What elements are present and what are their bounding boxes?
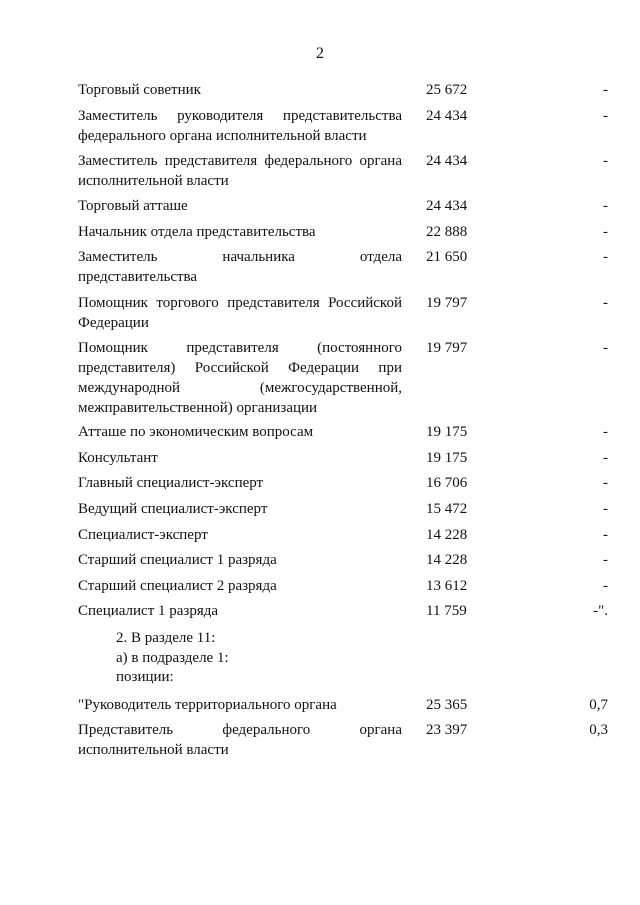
positions-label: позиции: xyxy=(116,669,174,685)
position-title: Представитель федерального органа исполнительной власти xyxy=(78,722,402,758)
section-heading: 2. В разделе 11: xyxy=(116,630,216,646)
extra-value: - xyxy=(603,527,608,543)
salary-value: 24 434 xyxy=(426,198,468,214)
position-title: Помощник представителя (постоянного представителя) Российской Федерации при международной (межгосударственной, межправительственной) организации xyxy=(78,340,402,416)
salary-value: 19 797 xyxy=(426,295,468,311)
salary-value: 25 672 xyxy=(426,82,468,98)
salary-value: 11 759 xyxy=(426,603,467,619)
salary-value: 19 175 xyxy=(426,450,468,466)
page-number: 2 xyxy=(316,45,324,62)
position-title: Старший специалист 2 разряда xyxy=(78,578,277,594)
salary-value: 23 397 xyxy=(426,722,468,738)
extra-value: - xyxy=(603,450,608,466)
extra-value: - xyxy=(603,249,608,265)
salary-value: 24 434 xyxy=(426,153,468,169)
extra-value: -". xyxy=(593,603,608,619)
salary-value: 19 797 xyxy=(426,340,468,356)
position-title: Заместитель начальника отдела представительства xyxy=(78,249,402,285)
position-title: Начальник отдела представительства xyxy=(78,224,316,240)
salary-value: 15 472 xyxy=(426,501,468,517)
extra-value: - xyxy=(603,108,608,124)
extra-value: - xyxy=(603,578,608,594)
extra-value: - xyxy=(603,424,608,440)
coefficient-value: 0,7 xyxy=(589,697,608,713)
position-title: Торговый советник xyxy=(78,82,201,98)
extra-value: - xyxy=(603,153,608,169)
salary-value: 14 228 xyxy=(426,527,468,543)
salary-value: 21 650 xyxy=(426,249,468,265)
position-title: Заместитель руководителя представительства федерального органа исполнительной власти xyxy=(78,108,402,144)
position-title: "Руководитель территориального органа xyxy=(78,697,337,713)
position-title: Специалист-эксперт xyxy=(78,527,208,543)
extra-value: - xyxy=(603,552,608,568)
position-title: Главный специалист-эксперт xyxy=(78,475,264,491)
extra-value: - xyxy=(603,475,608,491)
extra-value: - xyxy=(603,340,608,356)
extra-value: - xyxy=(603,82,608,98)
salary-value: 16 706 xyxy=(426,475,468,491)
salary-value: 14 228 xyxy=(426,552,468,568)
position-title: Атташе по экономическим вопросам xyxy=(78,424,314,440)
extra-value: - xyxy=(603,198,608,214)
position-title: Ведущий специалист-эксперт xyxy=(78,501,268,517)
salary-value: 19 175 xyxy=(426,424,468,440)
position-title: Специалист 1 разряда xyxy=(78,603,219,619)
coefficient-value: 0,3 xyxy=(589,722,608,738)
salary-value: 22 888 xyxy=(426,224,468,240)
position-title: Старший специалист 1 разряда xyxy=(78,552,277,568)
extra-value: - xyxy=(603,501,608,517)
salary-value: 13 612 xyxy=(426,578,468,594)
position-title: Заместитель представителя федерального органа исполнительной власти xyxy=(78,153,402,189)
position-title: Консультант xyxy=(78,450,158,466)
extra-value: - xyxy=(603,224,608,240)
position-title: Торговый атташе xyxy=(78,198,188,214)
subsection-heading: а) в подразделе 1: xyxy=(116,650,229,666)
extra-value: - xyxy=(603,295,608,311)
position-title: Помощник торгового представителя Российской Федерации xyxy=(78,295,402,331)
salary-value: 24 434 xyxy=(426,108,468,124)
salary-value: 25 365 xyxy=(426,697,468,713)
